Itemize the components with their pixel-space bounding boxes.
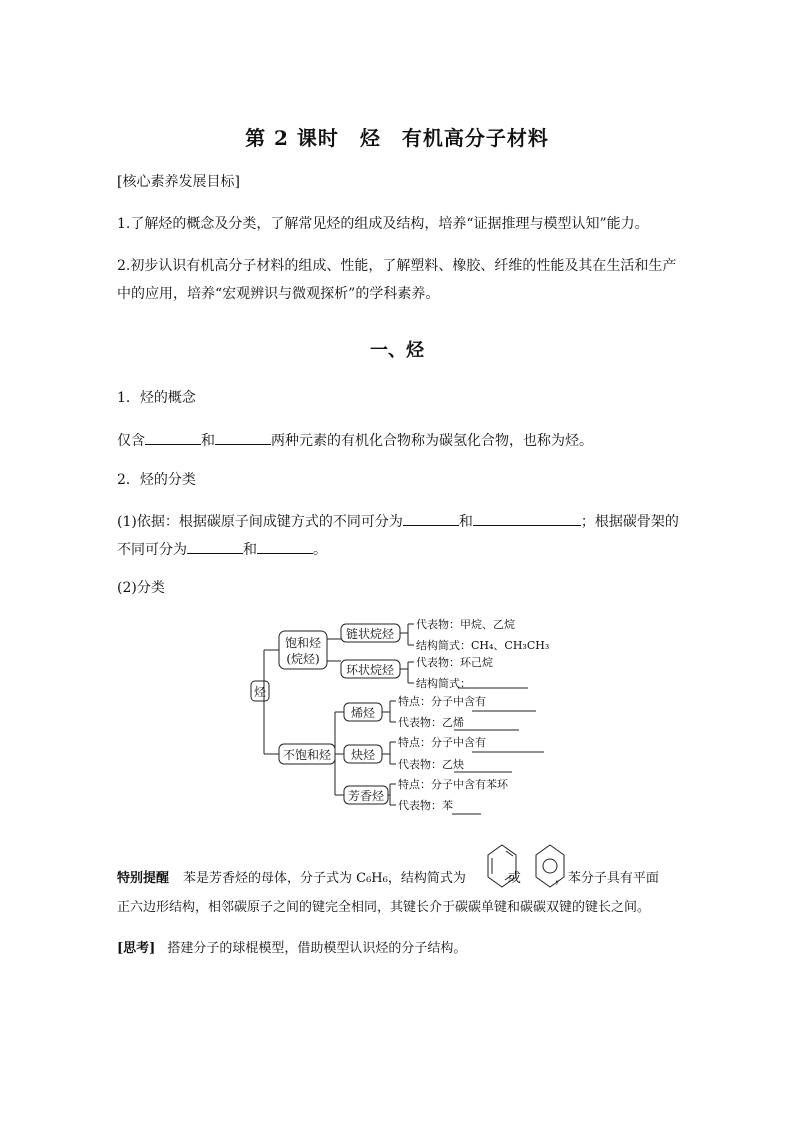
saturated-label: 饱和烃 — [284, 636, 322, 650]
cyclo-alkane-label: 环状烷烃 — [345, 663, 395, 677]
concept-text-2: 和 — [201, 433, 215, 449]
basis-text-5: 和 — [243, 542, 257, 558]
think-text: 搭建分子的球棍模型，借助模型认识烃的分子结构。 — [167, 941, 467, 956]
benzene-kekule-icon — [486, 843, 518, 889]
alkyne-label: 炔烃 — [350, 748, 376, 762]
goals-heading: [核心素养发展目标] — [117, 174, 240, 190]
cyclo-rep: 代表物：环己烷 — [416, 656, 493, 669]
think-line — [117, 939, 466, 959]
reminder-or: 或 — [507, 871, 521, 886]
aromatic-rep: 代表物：苯 — [398, 799, 453, 812]
fill-blank[interactable] — [257, 538, 313, 554]
alkyne-feature: 特点：分子中含有 — [398, 736, 486, 749]
concept-text-1: 仅含 — [117, 433, 145, 449]
goal-item-2-line-1: 2.初步认识有机高分子材料的组成、性能，了解塑料、橡胶、纤维的性能及其在生活和生产 — [117, 258, 677, 274]
reminder-line-2: 正六边形结构，相邻碳原子之间的键完全相同，其键长介于碳碳单键和碳碳双键的键长之间。 — [117, 900, 651, 915]
alkene-rep: 代表物：乙烯 — [398, 716, 464, 729]
classification-diagram — [240, 610, 570, 825]
alkyne-rep: 代表物：乙炔 — [398, 758, 464, 771]
basis-line-2 — [117, 538, 327, 560]
fill-blank[interactable] — [473, 510, 581, 526]
basis-text-3: ；根据碳骨架的 — [580, 514, 679, 530]
reminder-text-2: ，苯分子具有平面 — [554, 871, 659, 886]
concept-heading: 1．烃的概念 — [117, 390, 196, 406]
basis-text-2: 和 — [458, 514, 473, 530]
unsaturated-label: 不饱和烃 — [282, 748, 332, 762]
section-heading: 一、烃 — [370, 340, 424, 361]
chain-alkane-label: 链状烷烃 — [345, 627, 395, 641]
think-label: [思考] — [117, 941, 156, 956]
basis-line-1 — [117, 510, 679, 532]
reminder-text-1: 苯是芳香烃的母体，分子式为 C₆H₆，结构简式为 — [183, 871, 466, 886]
alkene-feature: 特点：分子中含有 — [398, 695, 486, 708]
cyclo-formula: 结构简式： — [416, 677, 471, 690]
fill-blank[interactable] — [215, 429, 271, 445]
chain-formula: 结构简式：CH₄、CH₃CH₃ — [416, 639, 550, 652]
fill-blank[interactable] — [187, 538, 243, 554]
basis-text-6: 。 — [313, 542, 327, 558]
concept-sentence — [117, 429, 593, 451]
benzene-ring-icon — [534, 843, 566, 889]
alkene-label: 烯烃 — [350, 706, 376, 720]
reminder-label: 特别提醒 — [117, 871, 170, 886]
root-label: 烃 — [253, 685, 267, 699]
saturated-sublabel: (烷烃) — [286, 652, 320, 666]
classify-label: (2)分类 — [117, 580, 165, 596]
concept-text-3: 两种元素的有机化合物称为碳氢化合物，也称为烃。 — [271, 433, 593, 449]
basis-text-4: 不同可分为 — [117, 542, 187, 558]
aromatic-label: 芳香烃 — [347, 789, 385, 803]
reminder-line-1 — [117, 869, 659, 889]
goal-item-2-line-2: 中的应用，培养“宏观辨识与微观探析”的学科素养。 — [117, 286, 440, 302]
chain-rep: 代表物：甲烷、乙烷 — [416, 618, 515, 631]
page-title: 第 2 课时 烃 有机高分子材料 — [245, 126, 549, 150]
fill-blank[interactable] — [403, 510, 459, 526]
goal-item-1: 1.了解烃的概念及分类，了解常见烃的组成及结构，培养“证据推理与模型认知”能力。 — [117, 216, 649, 232]
classification-heading: 2．烃的分类 — [117, 472, 196, 488]
basis-text-1: (1)依据：根据碳原子间成键方式的不同可分为 — [117, 514, 403, 530]
aromatic-feature: 特点：分子中含有苯环 — [398, 778, 508, 791]
fill-blank[interactable] — [145, 429, 201, 445]
